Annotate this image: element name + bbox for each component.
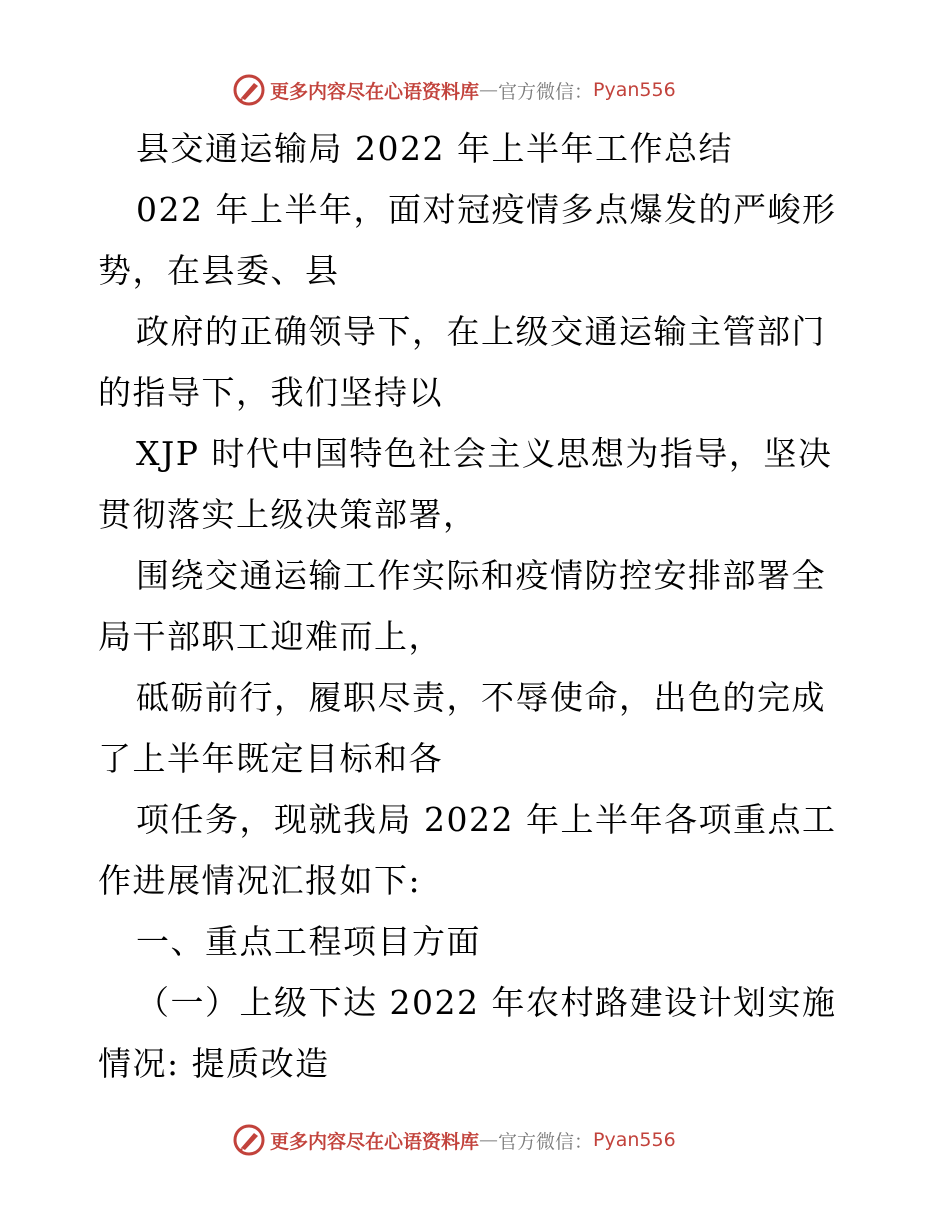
- paragraph: 项任务，现就我局 2022 年上半年各项重点工作进展情况汇报如下:: [98, 800, 837, 900]
- paragraph: 砥砺前行，履职尽责，不辱使命，出色的完成了上半年既定目标和各: [98, 678, 826, 778]
- watermark-site-name: 更多内容尽在心语资料库: [270, 1130, 480, 1153]
- paragraph: 022 年上半年，面对冠疫情多点爆发的严峻形势，在县委、县: [98, 190, 837, 290]
- watermark-wechat-label: 官方微信：: [498, 80, 594, 103]
- document-title: 县交通运输局 2022 年上半年工作总结: [136, 129, 733, 168]
- section-heading: 一、重点工程项目方面: [136, 922, 481, 961]
- pen-logo-icon: [232, 1123, 266, 1157]
- paragraph: 政府的正确领导下，在上级交通运输主管部门的指导下，我们坚持以: [98, 312, 826, 412]
- watermark-dash: —: [479, 79, 499, 101]
- watermark-wechat-id: Pyan556: [593, 1129, 676, 1151]
- pen-logo-icon: [232, 73, 266, 107]
- watermark-dash: —: [479, 1129, 499, 1151]
- header-watermark: [232, 72, 676, 108]
- watermark-wechat-label: 官方微信：: [498, 1130, 594, 1153]
- watermark-wechat-id: Pyan556: [593, 79, 676, 101]
- footer-watermark: [232, 1122, 676, 1158]
- paragraph: 围绕交通运输工作实际和疫情防控安排部署全局干部职工迎难而上，: [98, 556, 826, 656]
- document-body: [98, 118, 858, 1094]
- subsection-heading: （一）上级下达 2022 年农村路建设计划实施情况: 提质改造: [98, 983, 837, 1083]
- paragraph: XJP 时代中国特色社会主义思想为指导，坚决贯彻落实上级决策部署，: [98, 434, 833, 534]
- watermark-site-name: 更多内容尽在心语资料库: [270, 80, 480, 103]
